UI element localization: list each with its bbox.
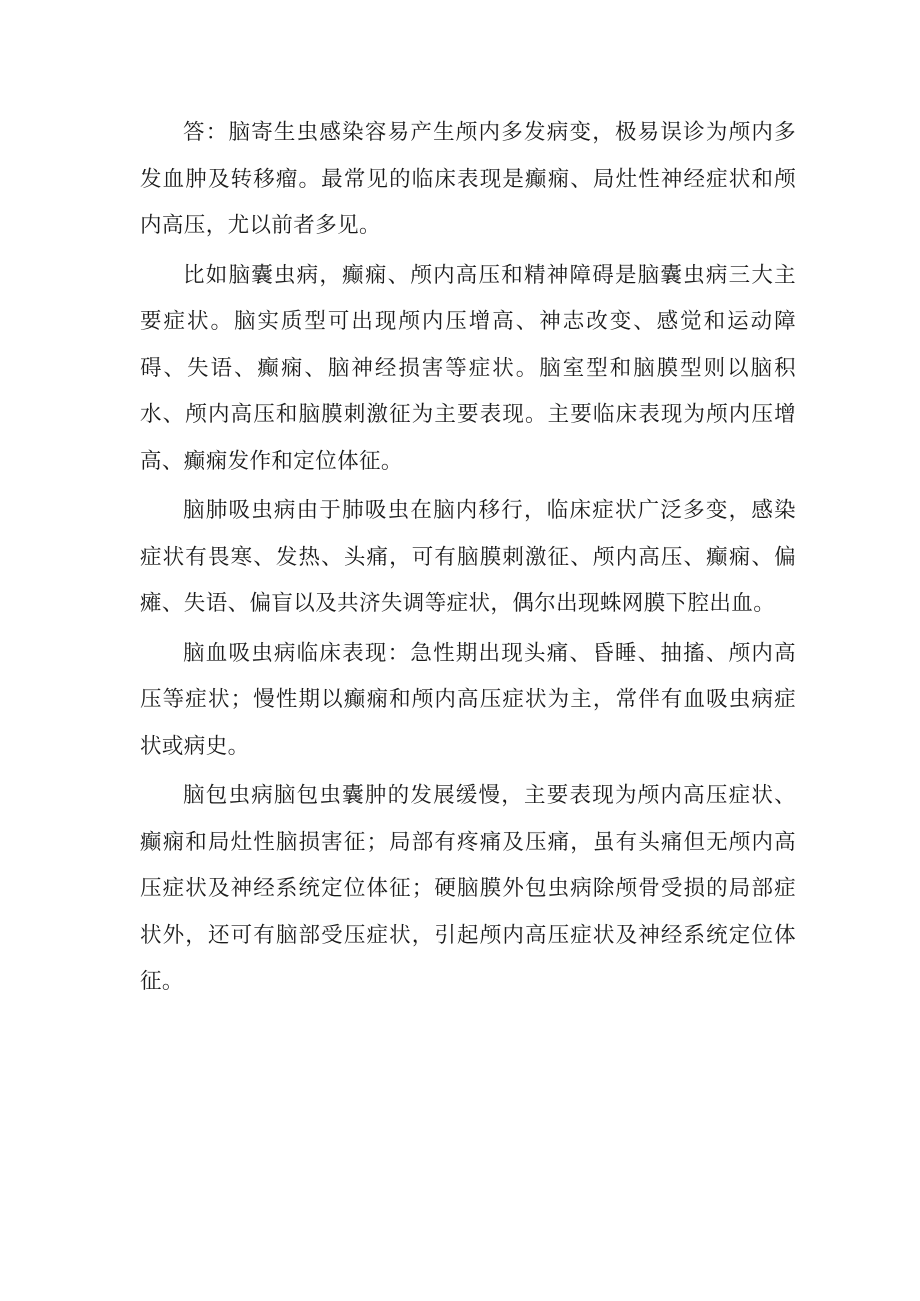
paragraph-schistosomiasis: 脑血吸虫病临床表现：急性期出现头痛、昏睡、抽搐、颅内高压等症状；慢性期以癫痫和颅内高压症状为主，常伴有血吸虫病症状或病史。: [140, 640, 796, 759]
paragraph-cysticercosis: 比如脑囊虫病，癫痫、颅内高压和精神障碍是脑囊虫病三大主要症状。脑实质型可出现颅内压增高、神志改变、感觉和运动障碍、失语、癫痫、脑神经损害等症状。脑室型和脑膜型则以脑积水、颅内高压和脑膜刺激征为主要表现。主要临床表现为颅内压增高、癫痫发作和定位体征。: [140, 262, 796, 474]
paragraph-paragonimiasis: 脑肺吸虫病由于肺吸虫在脑内移行，临床症状广泛多变，感染症状有畏寒、发热、头痛，可有脑膜刺激征、颅内高压、癫痫、偏瘫、失语、偏盲以及共济失调等症状，偶尔出现蛛网膜下腔出血。: [140, 498, 796, 616]
document-body: [140, 110, 796, 1009]
paragraph-answer-intro: 答：脑寄生虫感染容易产生颅内多发病变，极易误诊为颅内多发血肿及转移瘤。最常见的临床表现是癫痫、局灶性神经症状和颅内高压，尤以前者多见。: [140, 120, 796, 238]
paragraph-hydatid-disease: 脑包虫病脑包虫囊肿的发展缓慢，主要表现为颅内高压症状、癫痫和局灶性脑损害征；局部有疼痛及压痛，虽有头痛但无颅内高压症状及神经系统定位体征；硬脑膜外包虫病除颅骨受损的局部症状外，还可有脑部受压症状，引起颅内高压症状及神经系统定位体征。: [140, 783, 796, 994]
